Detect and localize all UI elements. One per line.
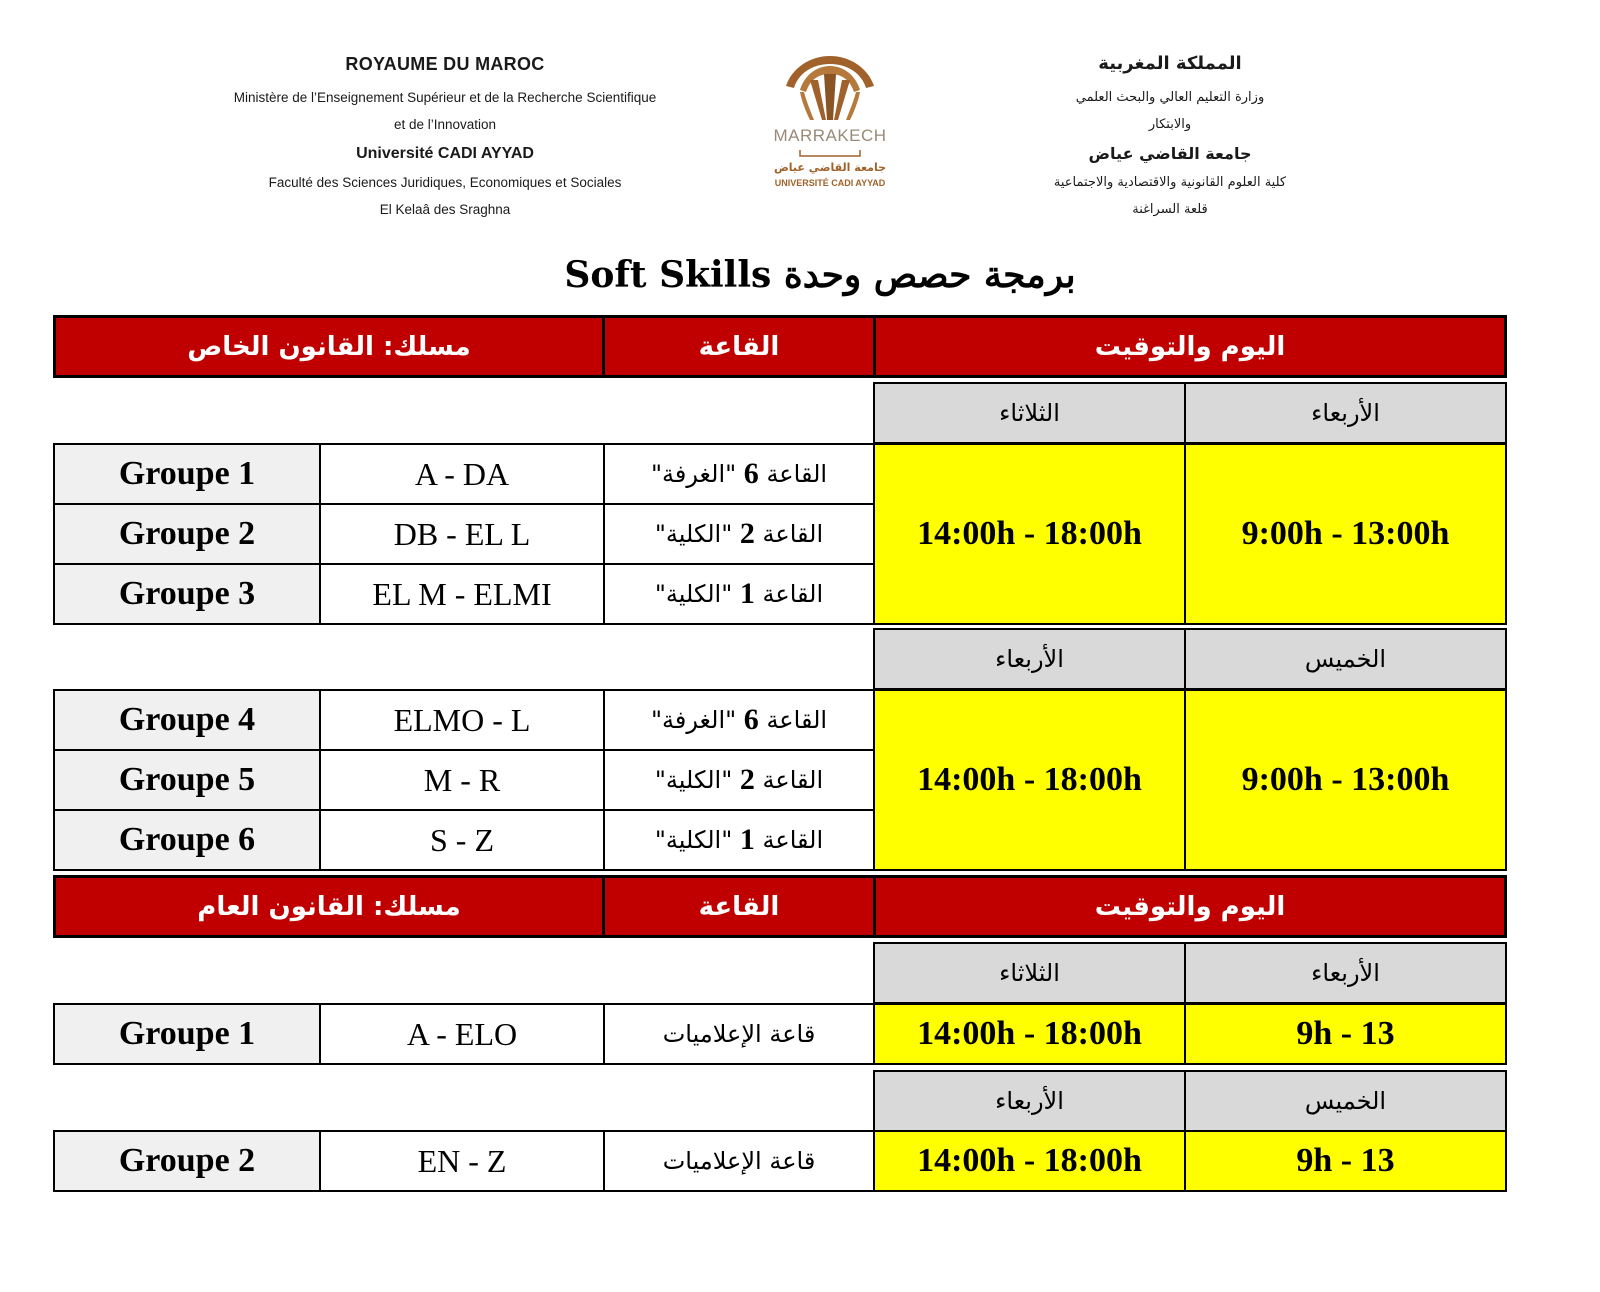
room-cell — [603, 443, 875, 505]
room-number: 1 — [739, 577, 755, 610]
section1-block1-day-right: الأربعاء — [1184, 382, 1507, 444]
palm-emblem-icon — [770, 50, 890, 130]
section2-room-header: القاعة — [602, 875, 876, 938]
room-name: "الغرفة" — [650, 460, 737, 488]
name-range: A - DA — [319, 443, 605, 505]
header-faculty-fr: Faculté des Sciences Juridiques, Economiques et Sociales — [268, 175, 622, 190]
room-name: "الكلية" — [654, 766, 733, 794]
group-label: Groupe 1 — [53, 443, 321, 505]
section1-block2-day-right: الخميس — [1184, 628, 1507, 690]
name-range: ELMO - L — [319, 689, 605, 751]
header-ministry-fr-line1: Ministère de l’Enseignement Supérieur et de la Recherche Scientifique — [233, 90, 657, 105]
room-cell: قاعة الإعلاميات — [603, 1003, 875, 1065]
section2-block1-time-right: 9h - 13 — [1184, 1003, 1507, 1065]
header-country-ar: المملكة المغربية — [1098, 53, 1242, 74]
name-range: DB - EL L — [319, 503, 605, 565]
name-range: EN - Z — [319, 1130, 605, 1192]
header-ministry-ar-line1: وزارة التعليم العالي والبحث العلمي — [1075, 90, 1265, 105]
header-university-ar: جامعة القاضي عياض — [1088, 144, 1252, 163]
room-number: 2 — [739, 517, 755, 550]
header-city-ar: قلعة السراغنة — [1132, 202, 1208, 217]
group-label: Groupe 3 — [53, 563, 321, 625]
name-range: S - Z — [319, 809, 605, 871]
section2-track-header: مسلك: القانون العام — [53, 875, 605, 938]
room-number: 6 — [743, 703, 759, 736]
room-word: القاعة — [766, 460, 828, 488]
section1-track-header: مسلك: القانون الخاص — [53, 315, 605, 378]
logo-divider — [770, 148, 890, 160]
room-cell — [603, 689, 875, 751]
header-ministry-fr-line2: et de l’Innovation — [393, 117, 497, 132]
section1-daytime-header: اليوم والتوقيت — [873, 315, 1507, 378]
logo-arabic-name: جامعة القاضي عياض — [773, 161, 887, 174]
section2-block2-time-right: 9h - 13 — [1184, 1130, 1507, 1192]
header-left-block — [205, 50, 685, 223]
header-faculty-ar: كلية العلوم القانونية والاقتصادية والاجتماعية — [1053, 175, 1287, 190]
room-word: القاعة — [762, 826, 824, 854]
room-name: "الكلية" — [654, 580, 733, 608]
section1-block1-day-left: الثلاثاء — [873, 382, 1186, 444]
section1-block2-time-left: 14:00h - 18:00h — [873, 689, 1186, 871]
room-name: "الكلية" — [654, 826, 733, 854]
university-logo — [770, 50, 890, 200]
name-range: A - ELO — [319, 1003, 605, 1065]
name-range: M - R — [319, 749, 605, 811]
room-cell — [603, 809, 875, 871]
room-name: "الكلية" — [654, 520, 733, 548]
section1-room-header: القاعة — [602, 315, 876, 378]
room-cell — [603, 503, 875, 565]
group-label: Groupe 2 — [53, 503, 321, 565]
header-city-fr: El Kelaâ des Sraghna — [379, 202, 511, 217]
group-label: Groupe 6 — [53, 809, 321, 871]
logo-wordmark: MARRAKECH — [773, 126, 887, 145]
logo-english-name: UNIVERSITÉ CADI AYYAD — [774, 178, 886, 188]
room-word: القاعة — [762, 766, 824, 794]
room-number: 6 — [743, 457, 759, 490]
section2-block2-day-left: الأربعاء — [873, 1070, 1186, 1132]
header-ministry-ar-line2: والابتكار — [1148, 117, 1192, 132]
section1-block2-day-left: الأربعاء — [873, 628, 1186, 690]
section2-block1-day-left: الثلاثاء — [873, 942, 1186, 1004]
room-number: 1 — [739, 823, 755, 856]
header-university-fr: Université CADI AYYAD — [356, 145, 534, 162]
section2-block2-time-left: 14:00h - 18:00h — [873, 1130, 1186, 1192]
section1-block1-time-left: 14:00h - 18:00h — [873, 443, 1186, 625]
room-cell — [603, 563, 875, 625]
name-range: EL M - ELMI — [319, 563, 605, 625]
room-word: القاعة — [762, 580, 824, 608]
section2-block1-time-left: 14:00h - 18:00h — [873, 1003, 1186, 1065]
room-cell: قاعة الإعلاميات — [603, 1130, 875, 1192]
document-title: برمجة حصص وحدة Soft Skills — [564, 254, 1076, 296]
section2-block1-day-right: الأربعاء — [1184, 942, 1507, 1004]
section1-block2-time-right: 9:00h - 13:00h — [1184, 689, 1507, 871]
group-label: Groupe 5 — [53, 749, 321, 811]
room-word: القاعة — [762, 520, 824, 548]
group-label: Groupe 1 — [53, 1003, 321, 1065]
room-number: 2 — [739, 763, 755, 796]
room-name: "الغرفة" — [650, 706, 737, 734]
section2-block2-day-right: الخميس — [1184, 1070, 1507, 1132]
group-label: Groupe 2 — [53, 1130, 321, 1192]
room-cell — [603, 749, 875, 811]
room-word: القاعة — [766, 706, 828, 734]
header-right-block — [1020, 50, 1320, 223]
group-label: Groupe 4 — [53, 689, 321, 751]
header-country-fr: ROYAUME DU MAROC — [345, 54, 545, 74]
section2-daytime-header: اليوم والتوقيت — [873, 875, 1507, 938]
section1-block1-time-right: 9:00h - 13:00h — [1184, 443, 1507, 625]
